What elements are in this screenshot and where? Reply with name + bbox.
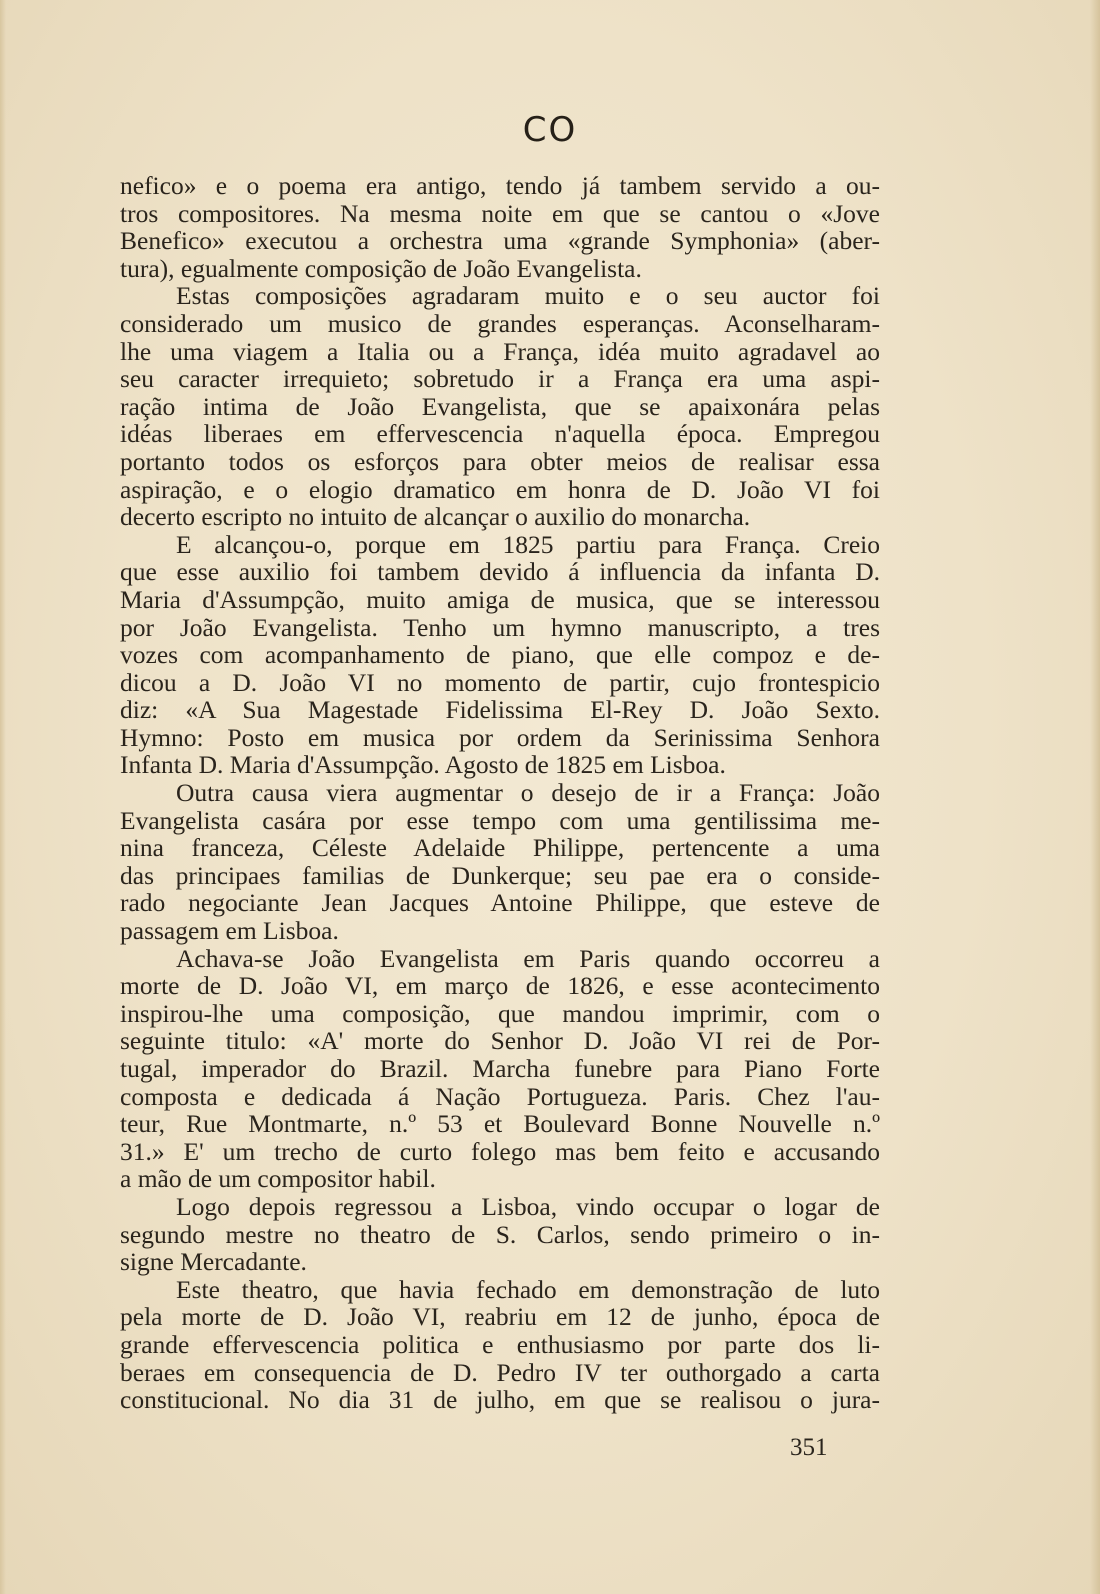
text-line: a mão de um compositor habil. [120,1164,436,1194]
page-left-edge [0,0,6,1594]
text-line: das principaes familias de Dunkerque; seu pae era o conside- [120,860,880,890]
text-line: decerto escripto no intuito de alcançar o auxilio do monarcha. [120,502,751,532]
text-line: que esse auxilio foi tambem devido á influencia da infanta D. [120,557,880,587]
paragraph [120,172,880,282]
text-line: dicou a D. João VI no momento de partir, cujo frontespicio [120,667,880,697]
text-line: seguinte titulo: «A' morte do Senhor D. João VI rei de Por- [120,1026,880,1056]
text-line: Infanta D. Maria d'Assumpção. Agosto de 1825 em Lisboa. [120,750,726,780]
body-text [120,172,880,1414]
text-line: teur, Rue Montmarte, n.º 53 et Boulevard Bonne Nouvelle n.º [120,1109,880,1139]
text-line: lhe uma viagem a Italia ou a França, idéa muito agradavel ao [120,336,880,366]
text-line: 31.» E' um trecho de curto folego mas bem feito e accusando [120,1136,880,1166]
paragraph [120,282,880,530]
text-line: portanto todos os esforços para obter meios de realisar essa [120,446,880,476]
text-line: tura), egualmente composição de João Evangelista. [120,253,642,283]
text-line: aspiração, e o elogio dramatico em honra de D. João VI foi [120,474,880,504]
text-line: Outra causa viera augmentar o desejo de ir a França: João [176,778,880,808]
text-line: Hymno: Posto em musica por ordem da Serinissima Senhora [120,722,880,752]
text-line: Evangelista casára por esse tempo com uma gentilissima me- [120,805,880,835]
text-line: nina franceza, Céleste Adelaide Philippe, pertencente a uma [120,833,880,863]
paragraph [120,1193,880,1276]
text-line: inspirou-lhe uma composição, que mandou imprimir, com o [120,998,880,1028]
text-line: Maria d'Assumpção, muito amiga de musica, que se interessou [120,584,880,614]
text-line: beraes em consequencia de D. Pedro IV ter outhorgado a carta [120,1357,880,1387]
text-line: tros compositores. Na mesma noite em que se cantou o «Jove [120,198,880,228]
text-line: segundo mestre no theatro de S. Carlos, sendo primeiro o in- [120,1219,880,1249]
text-line: Logo depois regressou a Lisboa, vindo occupar o logar de [176,1191,880,1221]
running-head: CO [522,110,578,150]
text-line: vozes com acompanhamento de piano, que elle compoz e de- [120,640,880,670]
text-line: constitucional. No dia 31 de julho, em que se realisou o jura- [120,1385,880,1415]
text-line: pela morte de D. João VI, reabriu em 12 de junho, época de [120,1302,880,1332]
paragraph [120,945,880,1193]
text-line: Benefico» executou a orchestra uma «grande Symphonia» (aber- [120,226,880,256]
text-line: por João Evangelista. Tenho um hymno manuscripto, a tres [120,612,880,642]
text-line: E alcançou-o, porque em 1825 partiu para França. Creio [176,529,880,559]
text-line: Achava-se João Evangelista em Paris quando occorreu a [176,943,880,973]
text-line: idéas liberaes em effervescencia n'aquella época. Empregou [120,419,880,449]
text-line: tugal, imperador do Brazil. Marcha funebre para Piano Forte [120,1054,880,1083]
text-line: Este theatro, que havia fechado em demonstração de luto [176,1274,880,1304]
text-line: morte de D. João VI, em março de 1826, e esse acontecimento [120,971,880,1001]
text-line: nefico» e o poema era antigo, tendo já tambem servido a ou- [120,171,880,200]
text-line: composta e dedicada á Nação Portugueza. Paris. Chez l'au- [120,1081,880,1111]
paragraph [120,779,880,945]
text-line: seu caracter irrequieto; sobretudo ir a França era uma aspi- [120,364,880,394]
text-line: rado negociante Jean Jacques Antoine Philippe, que esteve de [120,888,880,918]
page-right-edge [1090,0,1100,1594]
text-line: passagem em Lisboa. [120,916,339,946]
text-line: grande effervescencia politica e enthusiasmo por parte dos li- [120,1329,880,1359]
text-line: considerado um musico de grandes esperanças. Aconselharam- [120,308,880,338]
paragraph [120,1276,880,1414]
paragraph [120,531,880,779]
text-line: diz: «A Sua Magestade Fidelissima El-Rey D. João Sexto. [120,695,880,725]
text-line: signe Mercadante. [120,1247,307,1277]
text-line: ração intima de João Evangelista, que se apaixonára pelas [120,391,880,421]
page-number: 351 [790,1434,828,1461]
text-line: Estas composições agradaram muito e o seu auctor foi [176,281,880,311]
